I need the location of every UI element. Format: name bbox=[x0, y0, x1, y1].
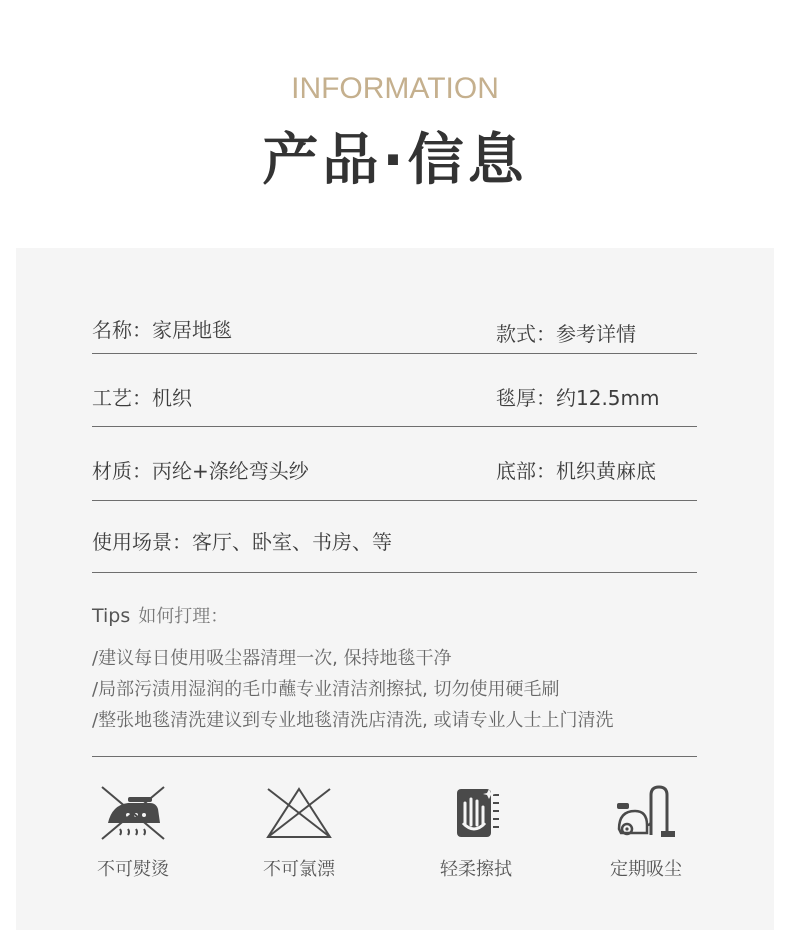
divider bbox=[92, 572, 697, 573]
page-title: 产品·信息 bbox=[262, 128, 528, 193]
english-title: INFORMATION bbox=[291, 72, 499, 105]
tips-title: Tips bbox=[92, 605, 131, 627]
no-bleach-icon bbox=[264, 785, 334, 841]
field-name: 名称：家居地毯 bbox=[92, 318, 232, 342]
care-item-vacuum bbox=[566, 785, 726, 881]
field-material: 材质：丙纶+涤纶弯头纱 bbox=[92, 459, 309, 483]
vacuum-icon bbox=[611, 785, 681, 841]
tips-heading bbox=[92, 602, 228, 628]
header-section bbox=[0, 0, 790, 248]
care-item-no-bleach bbox=[219, 785, 379, 881]
tip-item: /整张地毯清洗建议到专业地毯清洗店清洗, 或请专业人士上门清洗 bbox=[92, 710, 614, 731]
divider bbox=[92, 426, 697, 427]
tip-item: /局部污渍用湿润的毛巾蘸专业清洁剂擦拭, 切勿使用硬毛刷 bbox=[92, 679, 560, 700]
care-item-gentle-wipe bbox=[396, 785, 556, 881]
field-bottom: 底部：机织黄麻底 bbox=[496, 459, 656, 483]
care-item-no-iron bbox=[53, 785, 213, 881]
care-label: 轻柔擦拭 bbox=[440, 859, 512, 880]
care-label: 不可氯漂 bbox=[263, 859, 335, 880]
tips-subtitle: 如何打理： bbox=[138, 606, 229, 627]
care-label: 不可熨烫 bbox=[97, 859, 169, 880]
gentle-wipe-icon bbox=[441, 785, 511, 841]
tip-item: /建议每日使用吸尘器清理一次, 保持地毯干净 bbox=[92, 648, 452, 669]
care-label: 定期吸尘 bbox=[610, 859, 682, 880]
field-thickness: 毯厚：约12.5mm bbox=[496, 386, 660, 410]
field-craft: 工艺：机织 bbox=[92, 386, 192, 410]
divider bbox=[92, 353, 697, 354]
divider bbox=[92, 756, 697, 757]
field-usage: 使用场景：客厅、卧室、书房、等 bbox=[92, 530, 392, 554]
field-style: 款式：参考详情 bbox=[496, 322, 636, 346]
no-iron-icon bbox=[98, 785, 168, 841]
divider bbox=[92, 500, 697, 501]
